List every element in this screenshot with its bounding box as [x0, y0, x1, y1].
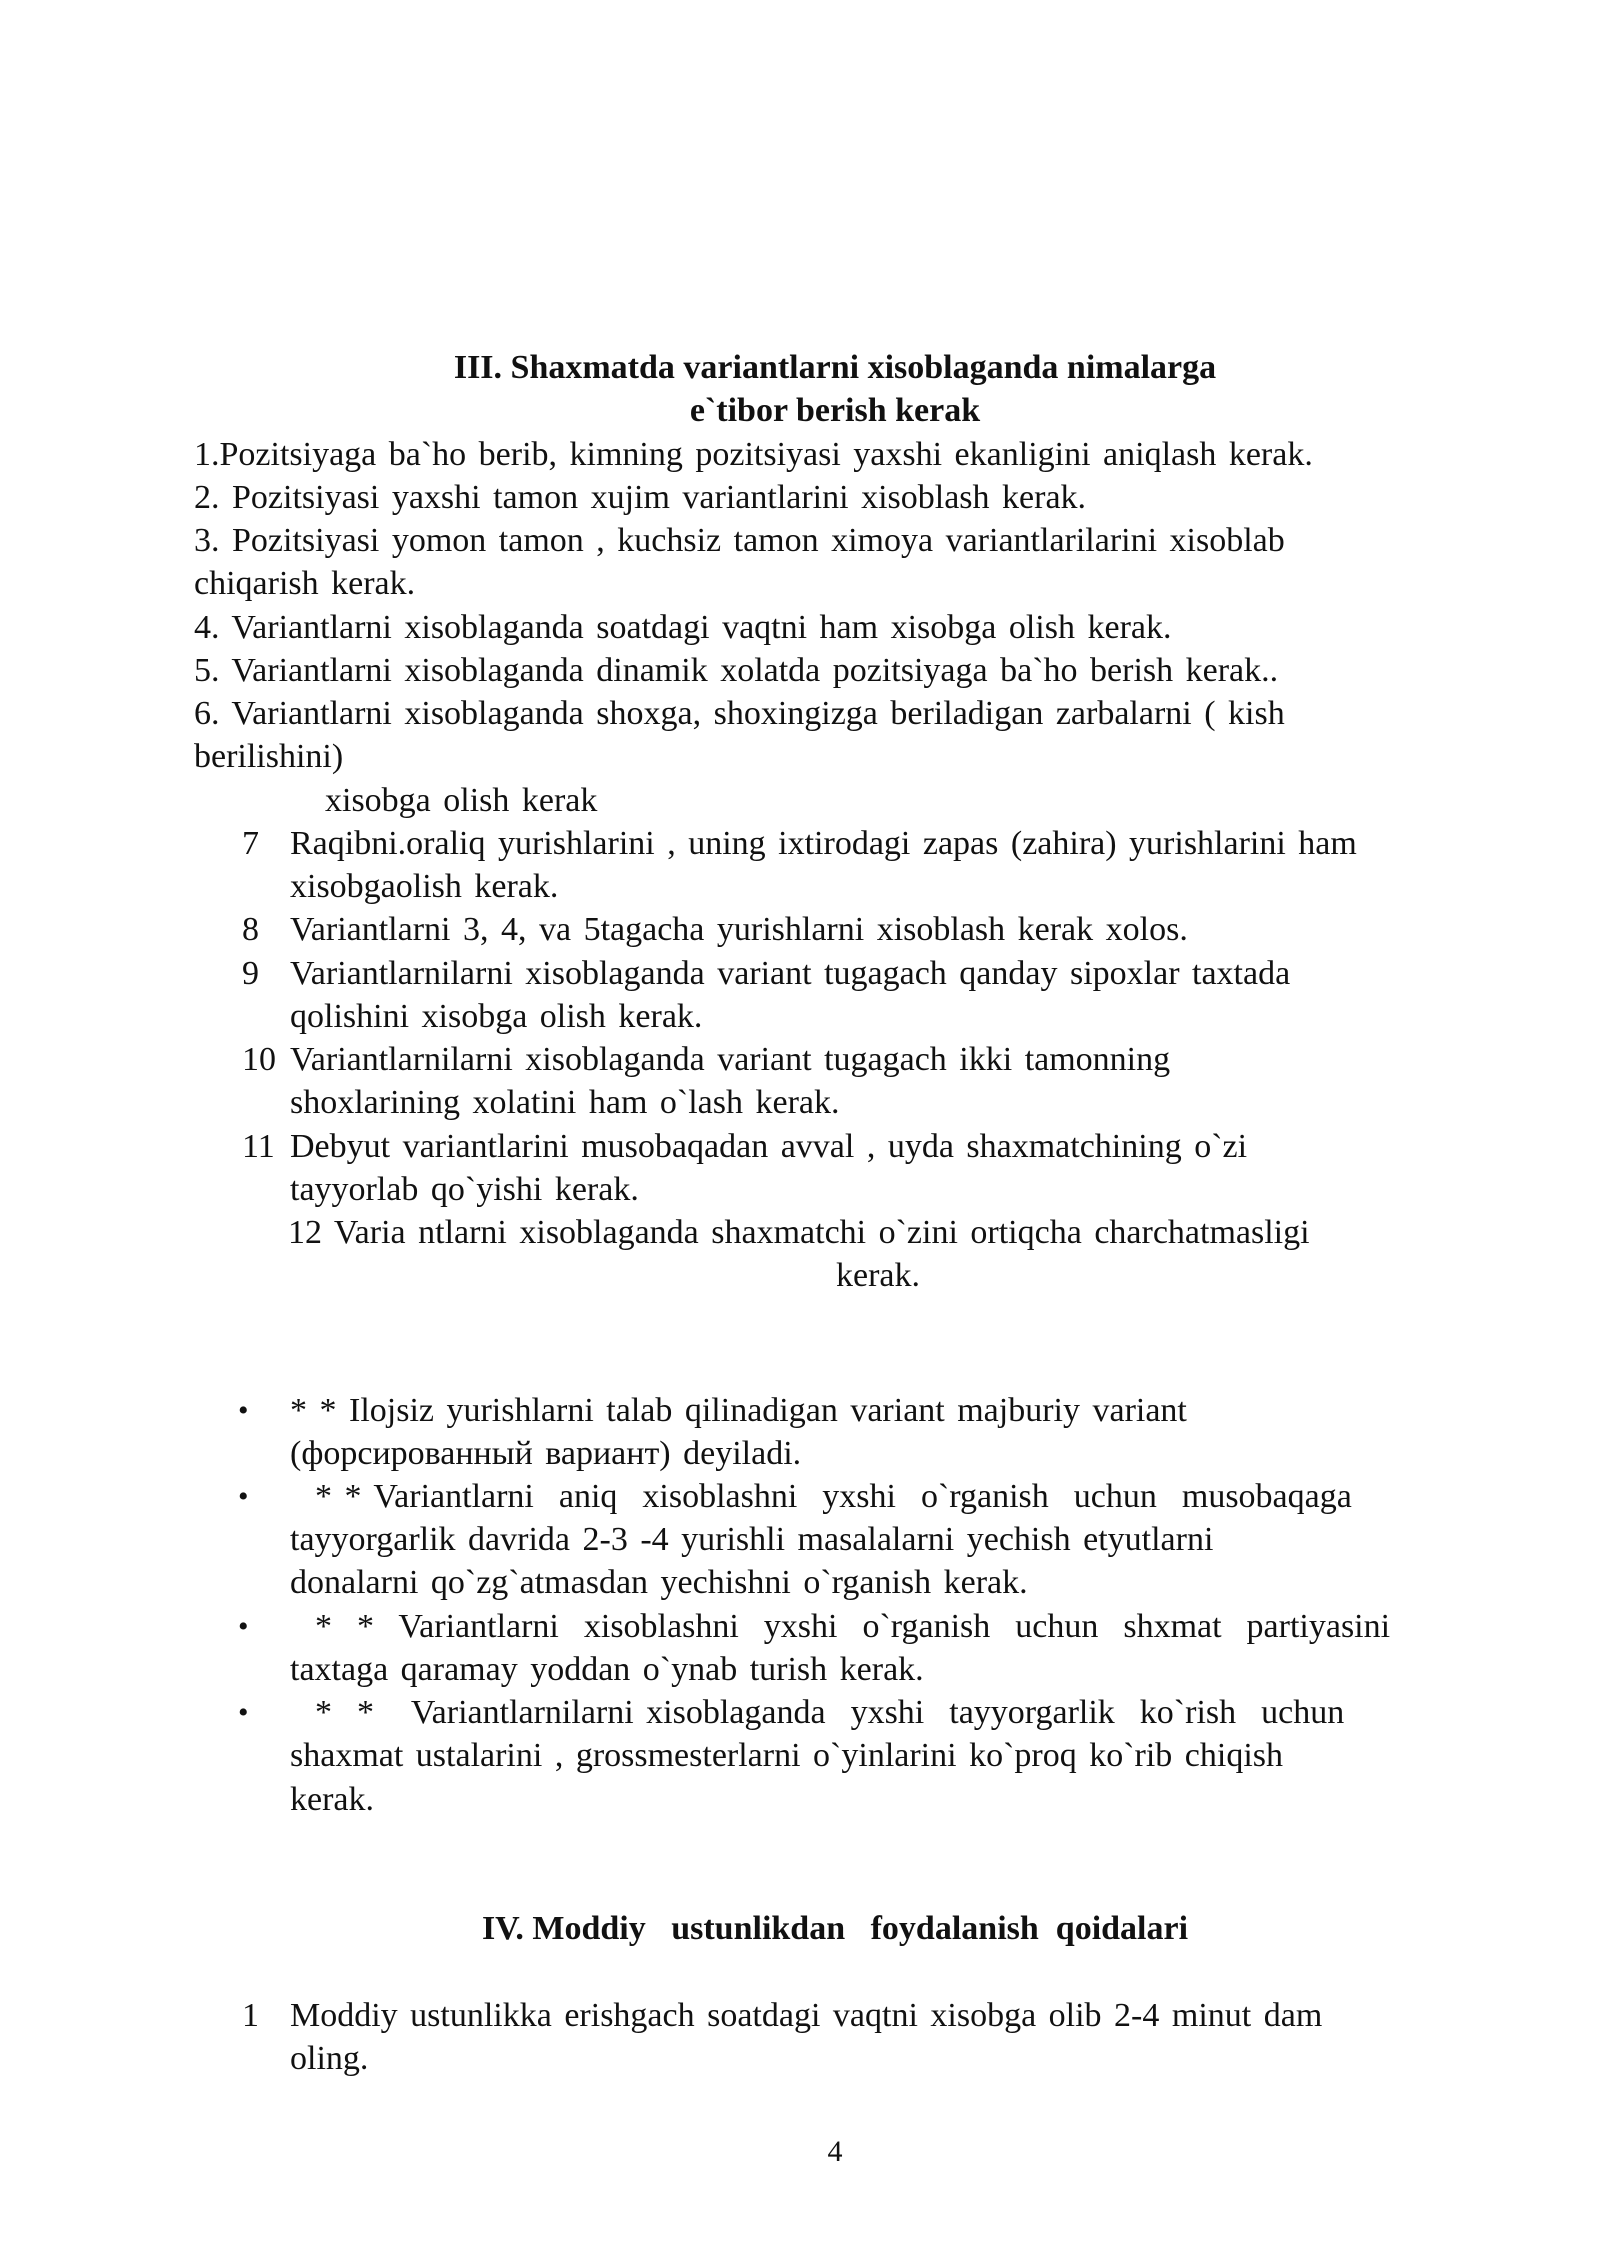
item-8-line-1: Variantlarni 3, 4, va 5tagacha yurishlarni xisoblash kerak xolos. [290, 911, 1188, 948]
section-4-title: IV. Moddiy ustunlikdan foydalanish qoidalari [481, 1910, 1189, 1947]
item-6: 6. Variantlarni xisoblaganda shoxga, shoxingizga beriladigan zarbalarni ( kish [194, 695, 1285, 732]
section-4-item-1-number: 1 [242, 1997, 259, 2034]
bullet-1-line-1: * * Ilojsiz yurishlarni talab qilinadigan variant majburiy variant [290, 1392, 1187, 1429]
item-10-line-2: shoxlarining xolatini ham o`lash kerak. [290, 1084, 840, 1121]
bullet-4-symbol: • [238, 1696, 249, 1729]
bullet-4-line-1: * * Variantlarnilarni xisoblaganda yxshi tayyorgarlik ko`rish uchun [290, 1694, 1345, 1731]
bullet-3-line-1: * * Variantlarni xisoblashni yxshi o`rganish uchun shxmat partiyasini [290, 1608, 1391, 1645]
bullet-2-line-3: donalarni qo`zg`atmasdan yechishni o`rganish kerak. [290, 1564, 1028, 1601]
item-4: 4. Variantlarni xisoblaganda soatdagi vaqtni ham xisobga olish kerak. [194, 609, 1172, 646]
item-10-line-1: Variantlarnilarni xisoblaganda variant tugagach ikki tamonning [290, 1041, 1171, 1078]
item-11-number: 11 [242, 1128, 275, 1165]
bullet-3-symbol: • [238, 1610, 249, 1643]
bullet-2-line-1: * * Variantlarni aniq xisoblashni yxshi o`rganish uchun musobaqaga [290, 1478, 1352, 1515]
bullet-4-line-2: shaxmat ustalarini , grossmesterlarni o`yinlarini ko`proq ko`rib chiqish [290, 1737, 1284, 1774]
section-4-item-1-line-2: oling. [290, 2040, 369, 2077]
item-12-line-2: kerak. [836, 1257, 921, 1294]
bullet-1-line-2: (форсированный вариант) deyiladi. [290, 1435, 802, 1472]
item-6-cont: berilishini) [194, 738, 344, 775]
bullet-2-line-2: tayyorgarlik davrida 2-3 -4 yurishli masalalarni yechish etyutlarni [290, 1521, 1214, 1558]
item-9-line-1: Variantlarnilarni xisoblaganda variant tugagach qanday sipoxlar taxtada [290, 955, 1291, 992]
item-7-line-2: xisobgaolish kerak. [290, 868, 559, 905]
bullet-2-symbol: • [238, 1480, 249, 1513]
item-7-number: 7 [242, 825, 259, 862]
item-5: 5. Variantlarni xisoblaganda dinamik xolatda pozitsiyaga ba`ho berish kerak.. [194, 652, 1279, 689]
bullet-1-symbol: • [238, 1394, 249, 1427]
item-11-line-1: Debyut variantlarini musobaqadan avval , uyda shaxmatchining o`zi [290, 1128, 1248, 1165]
page-number: 4 [827, 2135, 843, 2168]
item-10-number: 10 [242, 1041, 276, 1078]
item-7-line-1: Raqibni.oraliq yurishlarini , uning ixtirodagi zapas (zahira) yurishlarini ham [290, 825, 1357, 862]
section-4-item-1-line-1: Moddiy ustunlikka erishgach soatdagi vaqtni xisobga olib 2-4 minut dam [290, 1997, 1323, 2034]
item-8-number: 8 [242, 911, 259, 948]
item-9-line-2: qolishini xisobga olish kerak. [290, 998, 703, 1035]
item-1: 1.Pozitsiyaga ba`ho berib, kimning pozitsiyasi yaxshi ekanligini aniqlash kerak. [194, 436, 1313, 473]
item-2: 2. Pozitsiyasi yaxshi tamon xujim variantlarini xisoblash kerak. [194, 479, 1087, 516]
item-11-line-2: tayyorlab qo`yishi kerak. [290, 1171, 639, 1208]
section-3-title-line-1: III. Shaxmatda variantlarni xisoblaganda nimalarga [453, 349, 1217, 386]
item-6-cont-2: xisobga olish kerak [325, 782, 598, 819]
item-3: 3. Pozitsiyasi yomon tamon , kuchsiz tamon ximoya variantlarilarini xisoblab [194, 522, 1285, 559]
bullet-4-line-3: kerak. [290, 1781, 375, 1818]
item-12-line-1: 12 Varia ntlarni xisoblaganda shaxmatchi o`zini ortiqcha charchatmasligi [288, 1214, 1310, 1251]
item-3-cont: chiqarish kerak. [194, 565, 416, 602]
item-9-number: 9 [242, 955, 259, 992]
section-3-title-line-2: e`tibor berish kerak [689, 392, 981, 429]
bullet-3-line-2: taxtaga qaramay yoddan o`ynab turish kerak. [290, 1651, 924, 1688]
